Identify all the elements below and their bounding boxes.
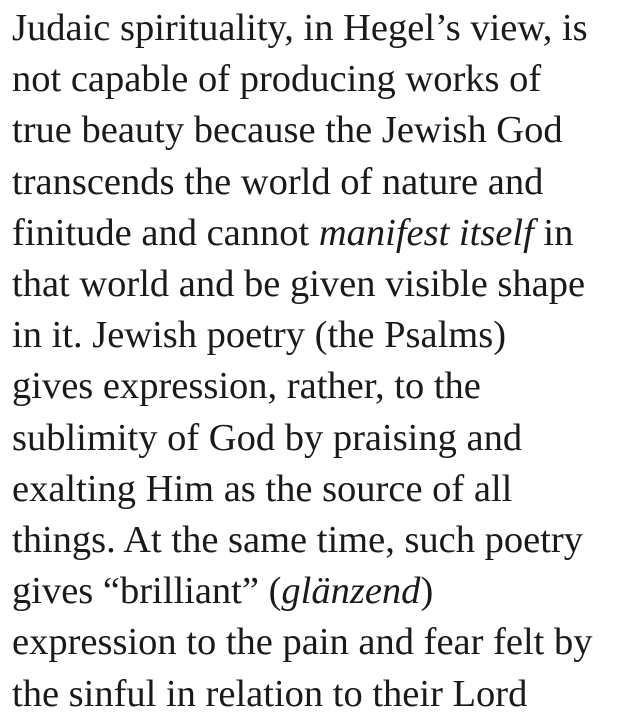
- text-run: in: [533, 211, 574, 254]
- text-line: transcends the world of nature and: [12, 160, 544, 203]
- text-line: in it. Jewish poetry (the Psalms): [12, 314, 507, 357]
- text-line: Judaic spirituality, in Hegel’s view, is: [12, 7, 588, 49]
- italic-emphasis: glänzend: [281, 570, 421, 613]
- body-paragraph: [12, 3, 640, 720]
- italic-emphasis: manifest itself: [318, 211, 534, 254]
- text-line: that world and be given visible shape: [12, 263, 586, 306]
- text-run: gives “brilliant” (: [12, 570, 282, 613]
- text-line: expression to the pain and fear felt by: [12, 621, 593, 664]
- text-line: things. At the same time, such poetry: [12, 519, 583, 562]
- text-line: gives expression, rather, to the: [12, 365, 481, 408]
- text-line: [12, 208, 640, 259]
- text-line: not capable of producing works of: [12, 58, 542, 101]
- text-line: sublimity of God by praising and: [12, 416, 523, 459]
- text-run: finitude and cannot: [12, 211, 319, 254]
- text-run: ): [420, 570, 434, 613]
- text-line: [12, 566, 640, 617]
- text-line: exalting Him as the source of all: [12, 467, 513, 510]
- text-line: true beauty because the Jewish God: [12, 109, 563, 152]
- text-line: the sinful in relation to their Lord: [12, 672, 528, 715]
